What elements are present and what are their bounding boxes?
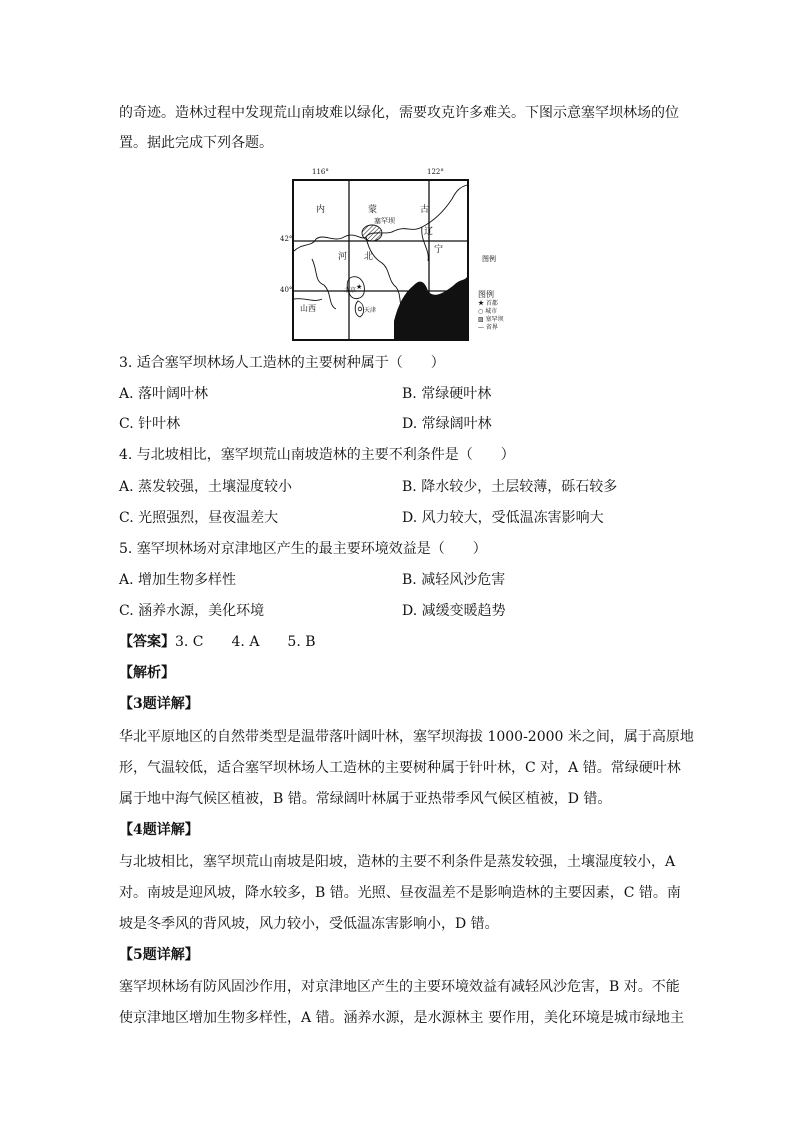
city-icon-tianjin <box>358 307 362 311</box>
answer-label: 【答案】 <box>119 634 175 650</box>
answer-line <box>119 632 316 652</box>
capital-icon: ★ <box>356 283 363 291</box>
question-3-option-row-1 <box>119 384 208 404</box>
question-3-option-a[interactable]: A. 落叶阔叶林 <box>119 386 209 402</box>
detail-3-line-3: 属于地中海气候区植被，B 错。常绿阔叶林属于亚热带季风气候区植被，D 错。 <box>119 791 612 807</box>
label-tianjin: 天津 <box>364 307 377 314</box>
question-5-option-c[interactable]: C. 涵养水源，美化环境 <box>119 603 265 619</box>
question-3-stem: 3. 适合塞罕坝林场人工造林的主要树种属于（ ） <box>119 355 445 371</box>
legend-item-capital: ★ 首都 <box>478 300 498 307</box>
label-nei: 内 <box>316 205 326 215</box>
legend-item-border: — 省界 <box>478 324 498 331</box>
saihanba-area <box>362 225 382 241</box>
intro-line-1: 的奇迹。造林过程中发现荒山南坡难以绿化，需要攻克许多难关。下图示意塞罕坝林场的位 <box>119 105 679 121</box>
detail-4-line-1: 与北坡相比，塞罕坝荒山南坡是阳坡，造林的主要不利条件是蒸发较强，土壤湿度较小，A <box>119 854 676 870</box>
detail-3-label: 【3题详解】 <box>119 696 199 712</box>
legend-item-city: ○ 城市 <box>478 308 498 315</box>
bohai-sea <box>394 277 467 339</box>
label-ning: 宁 <box>434 245 444 255</box>
question-5-stem: 5. 塞罕坝林场对京津地区产生的最主要环境效益是（ ） <box>119 541 487 557</box>
intro-line-2: 置。据此完成下列各题。 <box>119 135 273 151</box>
hatch-icon: ▨ <box>478 316 486 323</box>
label-gu: 古 <box>420 205 430 215</box>
line-icon: — <box>478 324 486 331</box>
lat-label-40: 40° <box>280 286 293 294</box>
analysis-label: 【解析】 <box>119 665 175 681</box>
question-5-option-a[interactable]: A. 增加生物多样性 <box>119 572 237 588</box>
question-3-option-b[interactable]: B. 常绿硬叶林 <box>402 386 492 402</box>
label-beijing: 北京 <box>344 287 357 294</box>
star-icon: ★ <box>478 300 486 307</box>
question-5-option-b[interactable]: B. 减轻风沙危害 <box>402 572 506 588</box>
legend-title: 图例 <box>482 255 496 263</box>
question-3-option-d[interactable]: D. 常绿阔叶林 <box>402 416 492 432</box>
legend-panel <box>478 290 528 332</box>
detail-5-label: 【5题详解】 <box>119 947 199 963</box>
detail-3-line-1: 华北平原地区的自然带类型是温带落叶阔叶林，塞罕坝海拔 1000-2000 米之间，属于高原地 <box>119 729 694 745</box>
detail-4-line-2: 对。南坡是迎风坡，降水较多，B 错。光照、昼夜温差不是影响造林的主要因素，C 错。南 <box>119 885 681 901</box>
answer-text: 3. C 4. A 5. B <box>175 634 316 650</box>
label-he: 河 <box>338 252 348 262</box>
circle-icon: ○ <box>478 308 486 315</box>
question-4-option-a[interactable]: A. 蒸发较强，土壤湿度较小 <box>119 479 293 495</box>
question-3-option-c[interactable]: C. 针叶林 <box>119 416 181 432</box>
label-bei: 北 <box>364 252 374 262</box>
label-saihanba: 塞罕坝 <box>374 217 395 225</box>
question-4-stem: 4. 与北坡相比，塞罕坝荒山南坡造林的主要不利条件是（ ） <box>119 447 515 463</box>
question-4-option-c[interactable]: C. 光照强烈，昼夜温差大 <box>119 510 279 526</box>
label-meng: 蒙 <box>368 205 378 215</box>
lon-label-116: 116° <box>312 168 329 176</box>
detail-5-line-1: 塞罕坝林场有防风固沙作用，对京津地区产生的主要环境效益有减轻风沙危害，B 对。不能 <box>119 979 680 995</box>
question-4-option-b[interactable]: B. 降水较少，土层较薄，砾石较多 <box>402 479 618 495</box>
question-5-option-d[interactable]: D. 减缓变暖趋势 <box>402 603 506 619</box>
legend-title-text: 图例 <box>478 290 494 299</box>
legend-item-saihanba: ▨ 塞罕坝 <box>478 316 504 323</box>
question-4-option-d[interactable]: D. 风力较大，受低温冻害影响大 <box>402 510 604 526</box>
detail-3-line-2: 形，气温较低，适合塞罕坝林场人工造林的主要树种属于针叶林，C 对，A 错。常绿硬叶林 <box>119 760 681 776</box>
detail-4-label: 【4题详解】 <box>119 822 199 838</box>
lat-label-42: 42° <box>280 235 293 243</box>
detail-4-line-3: 坡是冬季风的背风坡，风力较小，受低温冻害影响小，D 错。 <box>119 916 499 932</box>
detail-5-line-2: 使京津地区增加生物多样性，A 错。涵养水源，是水源林主 要作用，美化环境是城市绿地主 <box>119 1010 685 1026</box>
lon-label-122: 122° <box>427 168 444 176</box>
label-liao: 辽 <box>424 227 434 237</box>
map-legend <box>482 254 496 263</box>
label-shanxi: 山西 <box>300 304 316 313</box>
